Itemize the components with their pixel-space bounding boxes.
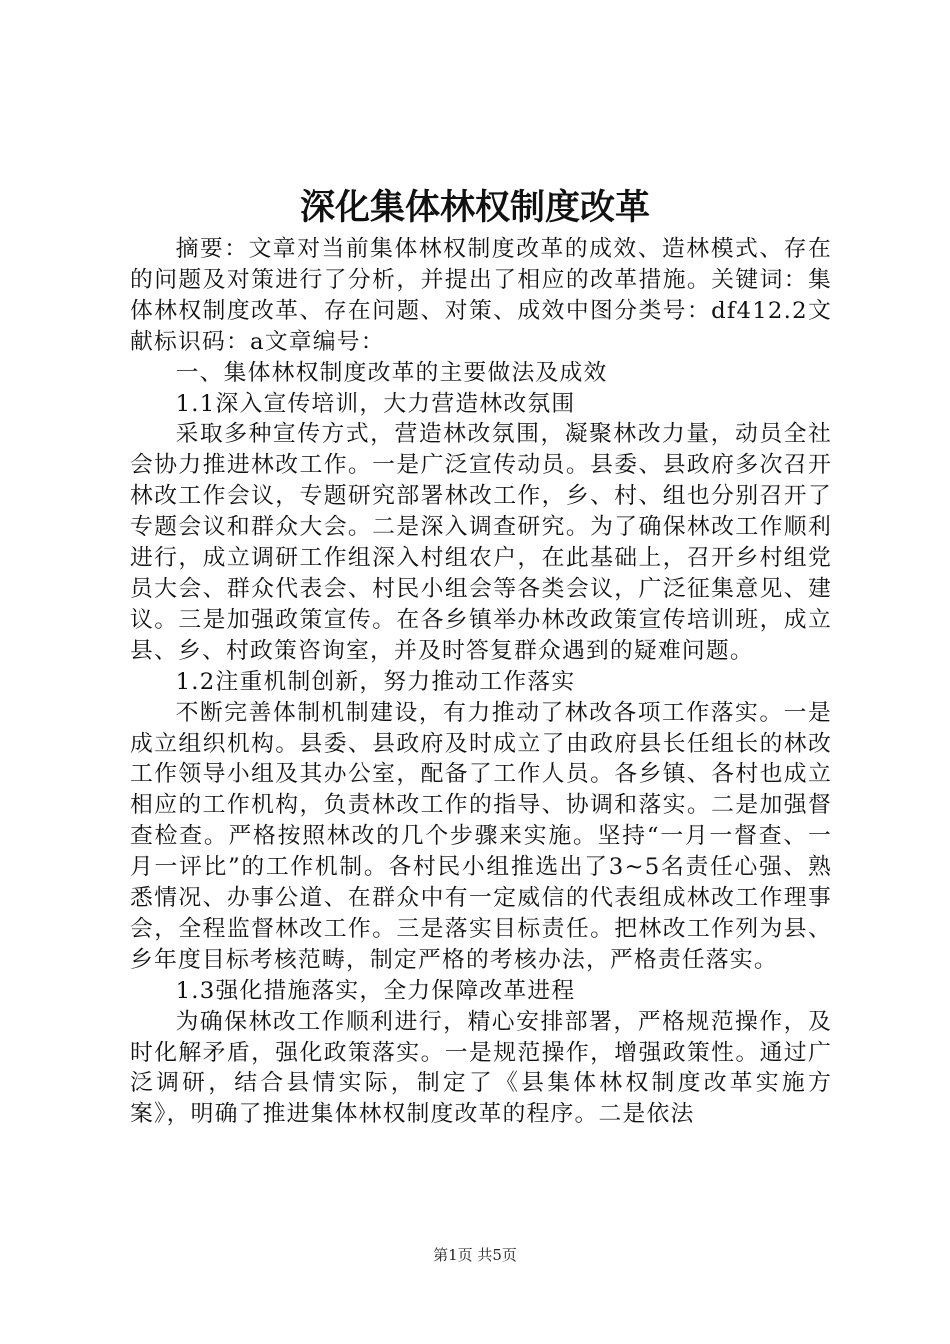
subsection-heading: 1.2注重机制创新，努力推动工作落实 — [175, 668, 576, 695]
abstract-paragraph: 摘要：文章对当前集体林权制度改革的成效、造林模式、存在的问题及对策进行了分析，并提出了相应的改革措施。关键词：集体林权制度改革、存在问题、对策、成效中图分类号：df412.2文献标识码：a文章编号： — [130, 236, 832, 355]
body-paragraph: 不断完善体制机制建设，有力推动了林改各项工作落实。一是成立组织机构。县委、县政府及时成立了由政府县长任组长的林改工作领导小组及其办公室，配备了工作人员。各乡镇、各村也成立相应的工作机构，负责林改工作的指导、协调和落实。二是加强督查检查。严格按照林改的几个步骤来实施。坚持“一月一督查、一月一评比”的工作机制。各村民小组推选出了3~5名责任心强、熟悉情况、办事公道、在群众中有一定威信的代表组成林改工作理事会，全程监督林改工作。三是落实目标责任。把林改工作列为县、乡年度目标考核范畴，制定严格的考核办法，严格责任落实。 — [130, 699, 832, 973]
document-title: 深化集体林权制度改革 — [299, 187, 650, 228]
subsection-heading: 1.1深入宣传培训，大力营造林改氛围 — [175, 390, 576, 417]
section-heading: 一、集体林权制度改革的主要做法及成效 — [175, 359, 608, 386]
page-number-footer: 第1页 共5页 — [433, 1246, 517, 1264]
subsection-heading: 1.3强化措施落实，全力保障改革进程 — [175, 977, 576, 1004]
body-paragraph: 采取多种宣传方式，营造林改氛围，凝聚林改力量，动员全社会协力推进林改工作。一是广泛宣传动员。县委、县政府多次召开林改工作会议，专题研究部署林改工作，乡、村、组也分别召开了专题会议和群众大会。二是深入调查研究。为了确保林改工作顺利进行，成立调研工作组深入村组农户，在此基础上，召开乡村组党员大会、群众代表会、村民小组会等各类会议，广泛征集意见、建议。三是加强政策宣传。在各乡镇举办林改政策宣传培训班，成立县、乡、村政策咨询室，并及时答复群众遇到的疑难问题。 — [130, 421, 832, 664]
document-body — [130, 234, 832, 1130]
body-paragraph: 为确保林改工作顺利进行，精心安排部署，严格规范操作，及时化解矛盾，强化政策落实。一是规范操作，增强政策性。通过广泛调研，结合县情实际，制定了《县集体林权制度改革实施方案》，明确了推进集体林权制度改革的程序。二是依法 — [130, 1008, 832, 1128]
